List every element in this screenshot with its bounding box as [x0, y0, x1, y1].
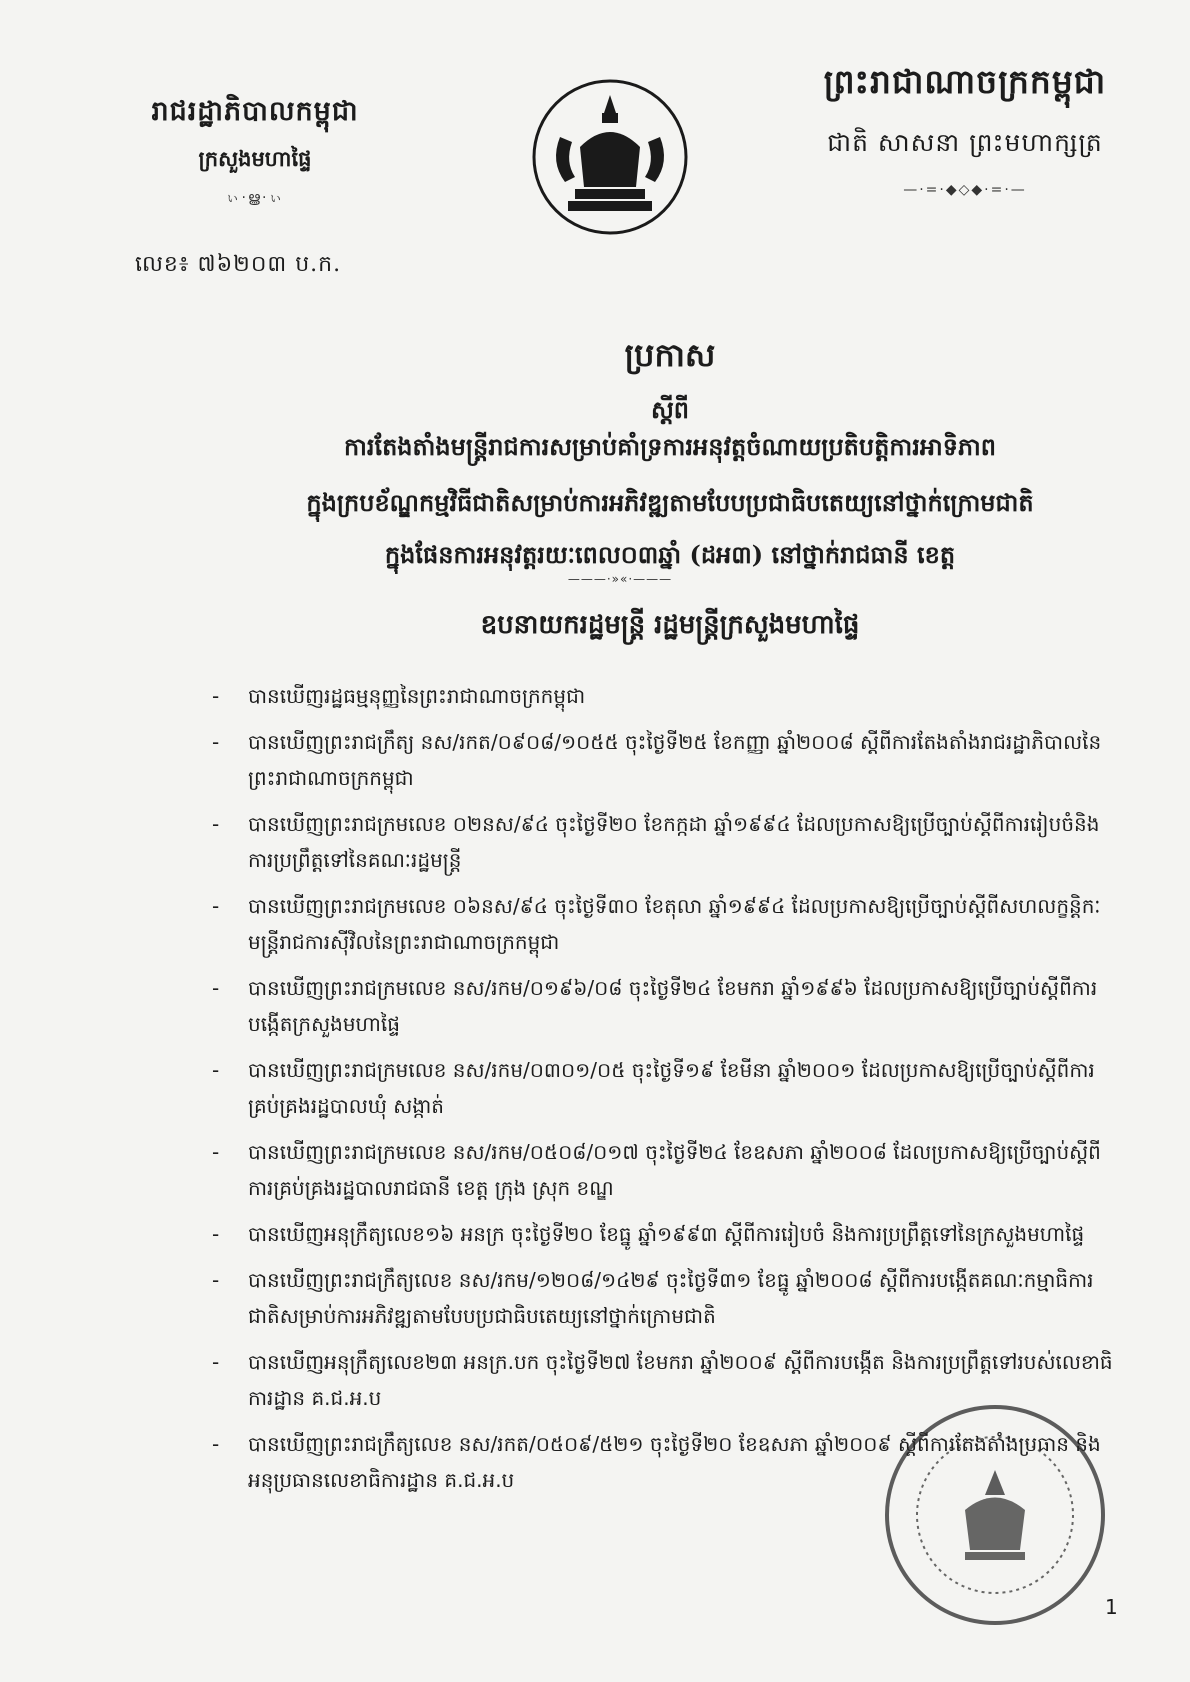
- reference-text: បានឃើញអនុក្រឹត្យលេខ២៣ អនក្រ.បក ចុះថ្ងៃទី២៧ ខែមករា ឆ្នាំ២០០៩ ស្ដីពីការបង្កើត និងការប្រព្រឹត្តទៅរបស់លេខាធិការដ្ឋាន គ.ជ.អ.ប: [248, 1350, 1113, 1410]
- list-dash: -: [212, 1268, 220, 1292]
- title-line-2: ក្នុងក្របខ័ណ្ឌកម្មវិធីជាតិសម្រាប់ការអភិវឌ្ឍតាមបែបប្រជាធិបតេយ្យនៅថ្នាក់ក្រោមជាតិ: [306, 488, 1034, 517]
- list-dash: -: [212, 976, 220, 1000]
- reference-number: លេខ៖ ៧៦២០៣ ប.ក.: [135, 252, 342, 277]
- royal-emblem-icon: [520, 77, 700, 237]
- national-motto: ជាតិ សាសនា ព្រះមហាក្សត្រ: [827, 128, 1103, 157]
- list-item: [212, 1052, 1117, 1124]
- list-item: [212, 1262, 1117, 1334]
- legal-references-list: [212, 678, 1117, 1508]
- ministry-name: ក្រសួងមហាផ្ទៃ: [198, 146, 312, 171]
- reference-text: បានឃើញព្រះរាជក្រឹត្យលេខ នស/រកម/១២០៨/១៤២៩ ចុះថ្ងៃទី៣១ ខែធ្នូ ឆ្នាំ២០០៨ ស្ដីពីការបង្កើតគណៈកម្មាធិការជាតិសម្រាប់ការអភិវឌ្ឍតាមបែបប្រជាធិបតេយ្យនៅថ្នាក់ក្រោមជាតិ: [248, 1268, 1094, 1328]
- list-item: [212, 888, 1117, 960]
- reference-text: បានឃើញព្រះរាជក្រមលេខ នស/រកម/០៥០៨/០១៧ ចុះថ្ងៃទី២៤ ខែឧសភា ឆ្នាំ២០០៨ ដែលប្រកាសឱ្យប្រើច្បាប់ស្ដីពីការគ្រប់គ្រងរដ្ឋបាលរាជធានី ខេត្ត ក្រុង ស្រុក ខណ្ឌ: [248, 1140, 1101, 1200]
- document-about: ស្ដីពី: [650, 395, 690, 424]
- reference-text: បានឃើញរដ្ឋធម្មនុញ្ញនៃព្រះរាជាណាចក្រកម្ពុជា: [248, 684, 586, 708]
- list-item: [212, 970, 1117, 1042]
- list-dash: -: [212, 1350, 220, 1374]
- list-item: [212, 724, 1117, 796]
- signatory-title: ឧបនាយករដ្ឋមន្ត្រី រដ្ឋមន្ត្រីក្រសួងមហាផ្ទៃ: [480, 610, 860, 640]
- list-dash: -: [212, 1058, 220, 1082]
- reference-text: បានឃើញអនុក្រឹត្យលេខ១៦ អនក្រ ចុះថ្ងៃទី២០ ខែធ្នូ ឆ្នាំ១៩៩៣ ស្ដីពីការរៀបចំ និងការប្រព្រឹត្តទៅនៃក្រសួងមហាផ្ទៃ: [248, 1222, 1085, 1246]
- list-dash: -: [212, 1222, 220, 1246]
- list-dash: -: [212, 812, 220, 836]
- reference-text: បានឃើញព្រះរាជក្រឹត្យលេខ នស/រកត/០៥០៩/៥២១ ចុះថ្ងៃទី២០ ខែឧសភា ឆ្នាំ២០០៩ ស្ដីពីការតែងតាំងប្រធាន និងអនុប្រធានលេខាធិការដ្ឋាន គ.ជ.អ.ប: [248, 1432, 1101, 1492]
- list-dash: -: [212, 894, 220, 918]
- page-number: 1: [1105, 1595, 1118, 1619]
- list-item: [212, 1216, 1117, 1252]
- list-item: [212, 1134, 1117, 1206]
- kingdom-header-block: [800, 62, 1130, 198]
- reference-text: បានឃើញព្រះរាជក្រមលេខ នស/រកម/០១៩៦/០៨ ចុះថ្ងៃទី២៤ ខែមករា ឆ្នាំ១៩៩៦ ដែលប្រកាសឱ្យប្រើច្បាប់ស្ដីពីការបង្កើតក្រសួងមហាផ្ទៃ: [248, 976, 1098, 1036]
- reference-text: បានឃើញព្រះរាជក្រឹត្យ នស/រកត/០៩០៨/១០៥៥ ចុះថ្ងៃទី២៥ ខែកញ្ញា ឆ្នាំ២០០៨ ស្ដីពីការតែងតាំងរាជរដ្ឋាភិបាលនៃព្រះរាជាណាចក្រកម្ពុជា: [248, 730, 1102, 790]
- title-line-3: ក្នុងផែនការអនុវត្តរយៈពេល០៣ឆ្នាំ (ដអ៣) នៅថ្នាក់រាជធានី ខេត្ត: [384, 540, 956, 569]
- ministry-seal-stamp-icon: [880, 1400, 1110, 1630]
- reference-text: បានឃើញព្រះរាជក្រមលេខ ០៦នស/៩៤ ចុះថ្ងៃទី៣០ ខែតុលា ឆ្នាំ១៩៩៤ ដែលប្រកាសឱ្យប្រើច្បាប់ស្ដីពីសហលក្ខន្តិកៈមន្ត្រីរាជការស៊ីវិលនៃព្រះរាជាណាចក្រកម្ពុជា: [248, 894, 1101, 954]
- issuing-authority-block: [130, 95, 380, 207]
- list-dash: -: [212, 1140, 220, 1164]
- reference-text: បានឃើញព្រះរាជក្រមលេខ ០២នស/៩៤ ចុះថ្ងៃទី២០ ខែកក្កដា ឆ្នាំ១៩៩៤ ដែលប្រកាសឱ្យប្រើច្បាប់ស្ដីពីការរៀបចំនិងការប្រព្រឹត្តទៅនៃគណៈរដ្ឋមន្ត្រី: [248, 812, 1100, 872]
- list-dash: -: [212, 1432, 220, 1456]
- right-ornament: —·=·◆◇◆·=·—: [903, 182, 1027, 198]
- title-line-1: ការតែងតាំងមន្ត្រីរាជការសម្រាប់គាំទ្រការអនុវត្តចំណាយប្រតិបត្តិការអាទិភាព: [343, 432, 997, 461]
- reference-text: បានឃើញព្រះរាជក្រមលេខ នស/រកម/០៣០១/០៥ ចុះថ្ងៃទី១៩ ខែមីនា ឆ្នាំ២០០១ ដែលប្រកាសឱ្យប្រើច្បាប់ស្ដីពីការគ្រប់គ្រងរដ្ឋបាលឃុំ សង្កាត់: [248, 1058, 1095, 1118]
- government-name: រាជរដ្ឋាភិបាលកម្ពុជា: [151, 96, 359, 127]
- left-ornament: ぃ·ൠ·ぃ: [225, 190, 285, 206]
- title-divider: ———·»«·———: [567, 572, 673, 586]
- document-type: ប្រកាស: [624, 336, 716, 374]
- list-dash: -: [212, 684, 220, 708]
- list-dash: -: [212, 730, 220, 754]
- list-item: [212, 678, 1117, 714]
- kingdom-name: ព្រះរាជាណាចក្រកម្ពុជា: [823, 62, 1107, 101]
- list-item: [212, 806, 1117, 878]
